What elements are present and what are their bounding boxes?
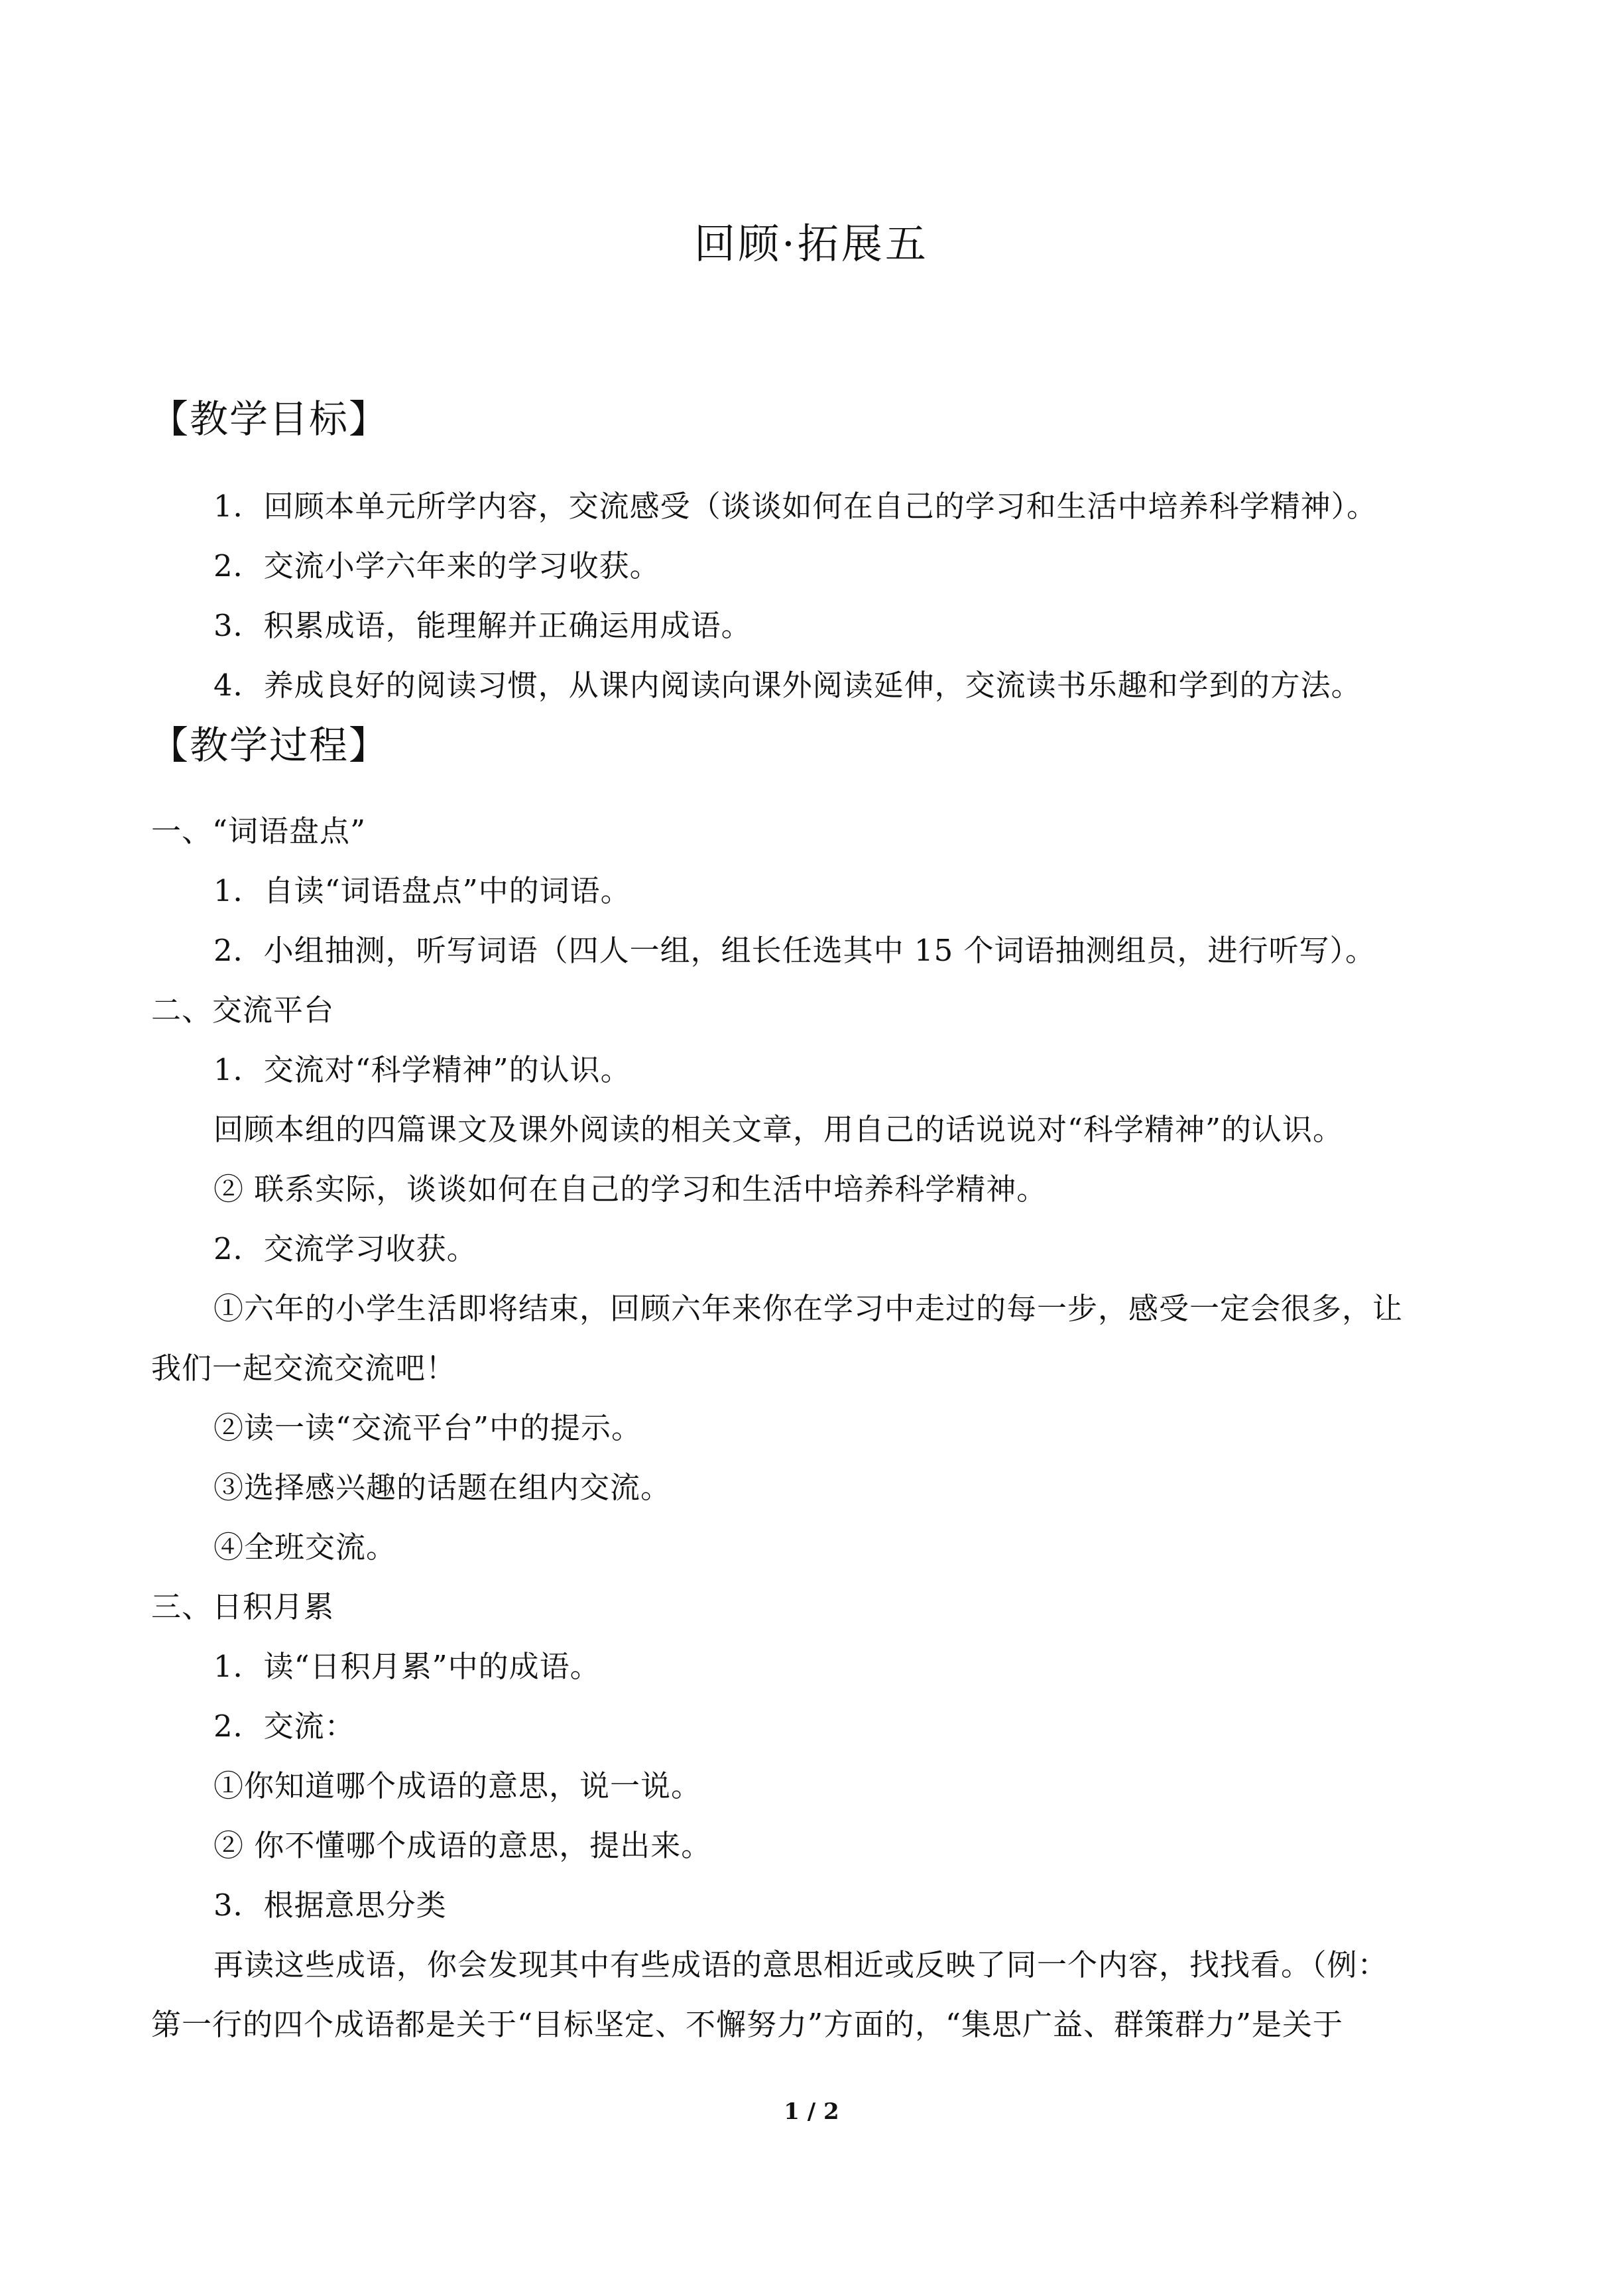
section3-item-4: ② 你不懂哪个成语的意思，提出来。 <box>213 1828 712 1863</box>
section2-item-6: 我们一起交流交流吧！ <box>151 1351 457 1386</box>
section2-item-9: ④全班交流。 <box>213 1530 397 1565</box>
section2-item-3: ② 联系实际，谈谈如何在自己的学习和生活中培养科学精神。 <box>213 1172 1048 1207</box>
section2-item-5: ①六年的小学生活即将结束，回顾六年来你在学习中走过的每一步，感受一定会很多，让 <box>213 1291 1404 1326</box>
section3-item-1: 1．读“日积月累”中的成语。 <box>213 1649 601 1684</box>
section1-item-1: 1．自读“词语盘点”中的词语。 <box>213 873 631 908</box>
section3-item-3: ①你知道哪个成语的意思，说一说。 <box>213 1768 702 1803</box>
process-heading: 【教学过程】 <box>150 723 389 768</box>
section-title-2: 二、交流平台 <box>151 993 335 1028</box>
section3-item-7: 第一行的四个成语都是关于“目标坚定、不懈努力”方面的，“集思广益、群策群力”是关于 <box>151 2007 1344 2042</box>
section3-item-6: 再读这些成语，你会发现其中有些成语的意思相近或反映了同一个内容，找找看。（例： <box>213 1947 1388 1982</box>
section2-item-7: ②读一读“交流平台”中的提示。 <box>213 1410 642 1445</box>
section2-item-8: ③选择感兴趣的话题在组内交流。 <box>213 1470 672 1505</box>
page-title: 回顾·拓展五 <box>694 219 929 268</box>
section-title-1: 一、“词语盘点” <box>151 814 367 849</box>
section2-item-1: 1．交流对“科学精神”的认识。 <box>213 1052 631 1087</box>
goals-heading: 【教学目标】 <box>150 396 389 442</box>
goal-item-3: 3．积累成语，能理解并正确运用成语。 <box>213 608 752 643</box>
goal-item-4: 4．养成良好的阅读习惯，从课内阅读向课外阅读延伸，交流读书乐趣和学到的方法。 <box>213 668 1362 703</box>
goal-item-1: 1．回顾本单元所学内容，交流感受（谈谈如何在自己的学习和生活中培养科学精神）。 <box>213 489 1378 524</box>
section1-item-2: 2．小组抽测，听写词语（四人一组，组长任选其中 15 个词语抽测组员，进行听写）。 <box>213 933 1376 968</box>
page-number: 1 / 2 <box>784 2098 839 2125</box>
section-title-3: 三、日积月累 <box>151 1589 335 1624</box>
section2-item-4: 2．交流学习收获。 <box>213 1231 477 1266</box>
section3-item-2: 2．交流： <box>213 1709 355 1744</box>
section3-item-5: 3．根据意思分类 <box>213 1888 447 1923</box>
goal-item-2: 2．交流小学六年来的学习收获。 <box>213 548 660 583</box>
section2-item-2: 回顾本组的四篇课文及课外阅读的相关文章，用自己的话说说对“科学精神”的认识。 <box>213 1112 1344 1147</box>
